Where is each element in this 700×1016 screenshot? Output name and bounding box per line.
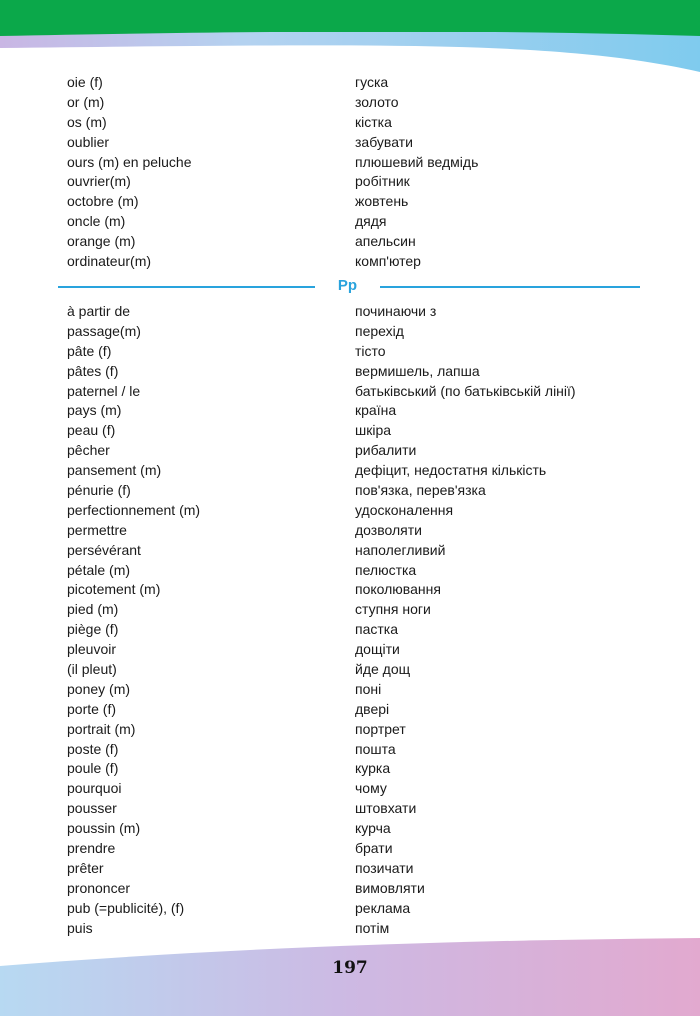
ukrainian-translation: починаючи з (355, 303, 437, 319)
french-word: prêter (67, 859, 104, 876)
ukrainian-translation: курча (355, 820, 391, 837)
french-word: perfectionnement (m) (67, 501, 201, 518)
entry-row (67, 660, 667, 680)
french-word: pénurie (f) (67, 482, 131, 499)
french-word: ouvrier(m) (67, 173, 131, 190)
entry-row (67, 879, 667, 899)
french-word: poussin (m) (67, 820, 141, 837)
entry-row (67, 680, 667, 700)
section-divider-p (58, 276, 640, 296)
french-word: pleuvoir (67, 641, 117, 658)
entry-row (67, 382, 667, 402)
entry-row (67, 362, 667, 382)
entry-row (67, 740, 667, 760)
entry-row (67, 541, 667, 561)
french-word: persévérant (67, 541, 141, 558)
french-word: pétale (m) (67, 561, 131, 578)
french-word: os (m) (67, 113, 107, 130)
ukrainian-translation: забувати (355, 133, 413, 150)
ukrainian-translation: дефіцит, недостатня кількість (355, 462, 547, 479)
ukrainian-translation: дядя (355, 213, 387, 230)
entry-row (67, 133, 667, 153)
ukrainian-translation: вермишель, лапша (355, 362, 480, 379)
ukrainian-translation: пелюстка (355, 561, 417, 578)
french-word: pub (=publicité), (f) (67, 899, 185, 916)
french-word: porte (f) (67, 700, 117, 717)
french-word: pansement (m) (67, 462, 162, 479)
french-word: poney (m) (67, 680, 131, 697)
entry-row (67, 153, 667, 173)
french-word: pied (m) (67, 601, 119, 618)
entry-row (67, 640, 667, 660)
french-word: octobre (m) (67, 193, 139, 210)
entry-row (67, 113, 667, 133)
ukrainian-translation: двері (355, 700, 390, 717)
french-word: pêcher (67, 442, 110, 459)
french-word: or (m) (67, 93, 105, 110)
ukrainian-translation: комп'ютер (355, 253, 421, 270)
ukrainian-translation: пастка (355, 621, 398, 638)
french-word: pousser (67, 800, 117, 817)
french-word: picotement (m) (67, 581, 161, 598)
entry-row (67, 93, 667, 113)
ukrainian-translation: портрет (355, 720, 406, 737)
ukrainian-translation: ступня ноги (355, 601, 431, 618)
entry-row (67, 501, 667, 521)
entry-row (67, 322, 667, 342)
entry-row (67, 720, 667, 740)
ukrainian-translation: пов'язка, перев'язка (355, 482, 486, 499)
entries-o-list (67, 73, 667, 272)
ukrainian-translation: плюшевий ведмідь (355, 153, 479, 170)
entry-row (67, 859, 667, 879)
french-word: prendre (67, 840, 116, 857)
entry-row (67, 779, 667, 799)
entry-row (67, 232, 667, 252)
french-word: passage(m) (67, 322, 141, 339)
entry-row (67, 799, 667, 819)
ukrainian-translation: країна (355, 402, 397, 419)
entry-row (67, 461, 667, 481)
ukrainian-translation: чому (355, 780, 387, 797)
ukrainian-translation: шкіра (355, 422, 392, 439)
entry-row (67, 580, 667, 600)
ukrainian-translation: наполегливий (355, 541, 446, 558)
entry-row (67, 819, 667, 839)
ukrainian-translation: перехід (355, 322, 404, 339)
french-word: orange (m) (67, 233, 136, 250)
entry-row (67, 212, 667, 232)
ukrainian-translation: апельсин (355, 233, 416, 250)
ukrainian-translation: вимовляти (355, 879, 425, 896)
ukrainian-translation: дощіти (355, 641, 400, 658)
french-word: peau (f) (67, 422, 116, 439)
entry-row (67, 839, 667, 859)
entry-row (67, 302, 667, 322)
ukrainian-translation: робітник (355, 173, 410, 190)
french-word: portrait (m) (67, 720, 136, 737)
entries-p-list (67, 302, 667, 939)
french-word: ordinateur(m) (67, 253, 152, 270)
entry-row (67, 620, 667, 640)
ukrainian-translation: батьківський (по батьківській лінії) (355, 382, 576, 399)
entry-row (67, 481, 667, 501)
entry-row (67, 172, 667, 192)
ukrainian-translation: рибалити (355, 442, 417, 459)
entry-row (67, 899, 667, 919)
french-word: ours (m) en peluche (67, 153, 192, 170)
french-word: (il pleut) (67, 661, 117, 678)
ukrainian-translation: дозволяти (355, 521, 422, 538)
french-word: paternel / le (67, 382, 141, 399)
french-word: oublier (67, 133, 110, 150)
french-word: permettre (67, 521, 127, 538)
french-word: oncle (m) (67, 213, 126, 230)
french-word: puis (67, 919, 93, 936)
ukrainian-translation: позичати (355, 859, 414, 876)
ukrainian-translation: золото (355, 93, 399, 110)
entry-row (67, 441, 667, 461)
entry-row (67, 561, 667, 581)
entry-row (67, 252, 667, 272)
entry-row (67, 192, 667, 212)
ukrainian-translation: реклама (355, 899, 411, 916)
french-word: à partir de (67, 303, 131, 319)
entry-row (67, 342, 667, 362)
ukrainian-translation: жовтень (355, 193, 409, 210)
entry-row (67, 73, 667, 93)
ukrainian-translation: йде дощ (355, 661, 411, 678)
ukrainian-translation: поколювання (355, 581, 441, 598)
ukrainian-translation: штовхати (355, 800, 417, 817)
entry-row (67, 521, 667, 541)
entry-row (67, 401, 667, 421)
ukrainian-translation: удосконалення (355, 501, 454, 518)
french-word: piège (f) (67, 621, 119, 638)
ukrainian-translation: кістка (355, 113, 392, 130)
french-word: prononcer (67, 879, 131, 896)
entry-row (67, 600, 667, 620)
divider-line-right (380, 286, 640, 288)
entry-row (67, 421, 667, 441)
section-letter: Pp (337, 277, 358, 294)
page-number: 197 (332, 958, 368, 978)
french-word: pays (m) (67, 402, 122, 419)
ukrainian-translation: потім (355, 919, 390, 936)
ukrainian-translation: гуска (355, 74, 389, 90)
ukrainian-translation: брати (355, 840, 393, 857)
divider-line-left (58, 286, 315, 288)
french-word: pâtes (f) (67, 362, 119, 379)
ukrainian-translation: пошта (355, 740, 396, 757)
entry-row (67, 759, 667, 779)
ukrainian-translation: поні (355, 680, 382, 697)
french-word: oie (f) (67, 74, 103, 90)
entry-row (67, 700, 667, 720)
header-decoration (0, 0, 700, 80)
french-word: poule (f) (67, 760, 119, 777)
french-word: poste (f) (67, 740, 119, 757)
ukrainian-translation: тісто (355, 342, 386, 359)
french-word: pâte (f) (67, 342, 112, 359)
french-word: pourquoi (67, 780, 122, 797)
ukrainian-translation: курка (355, 760, 391, 777)
